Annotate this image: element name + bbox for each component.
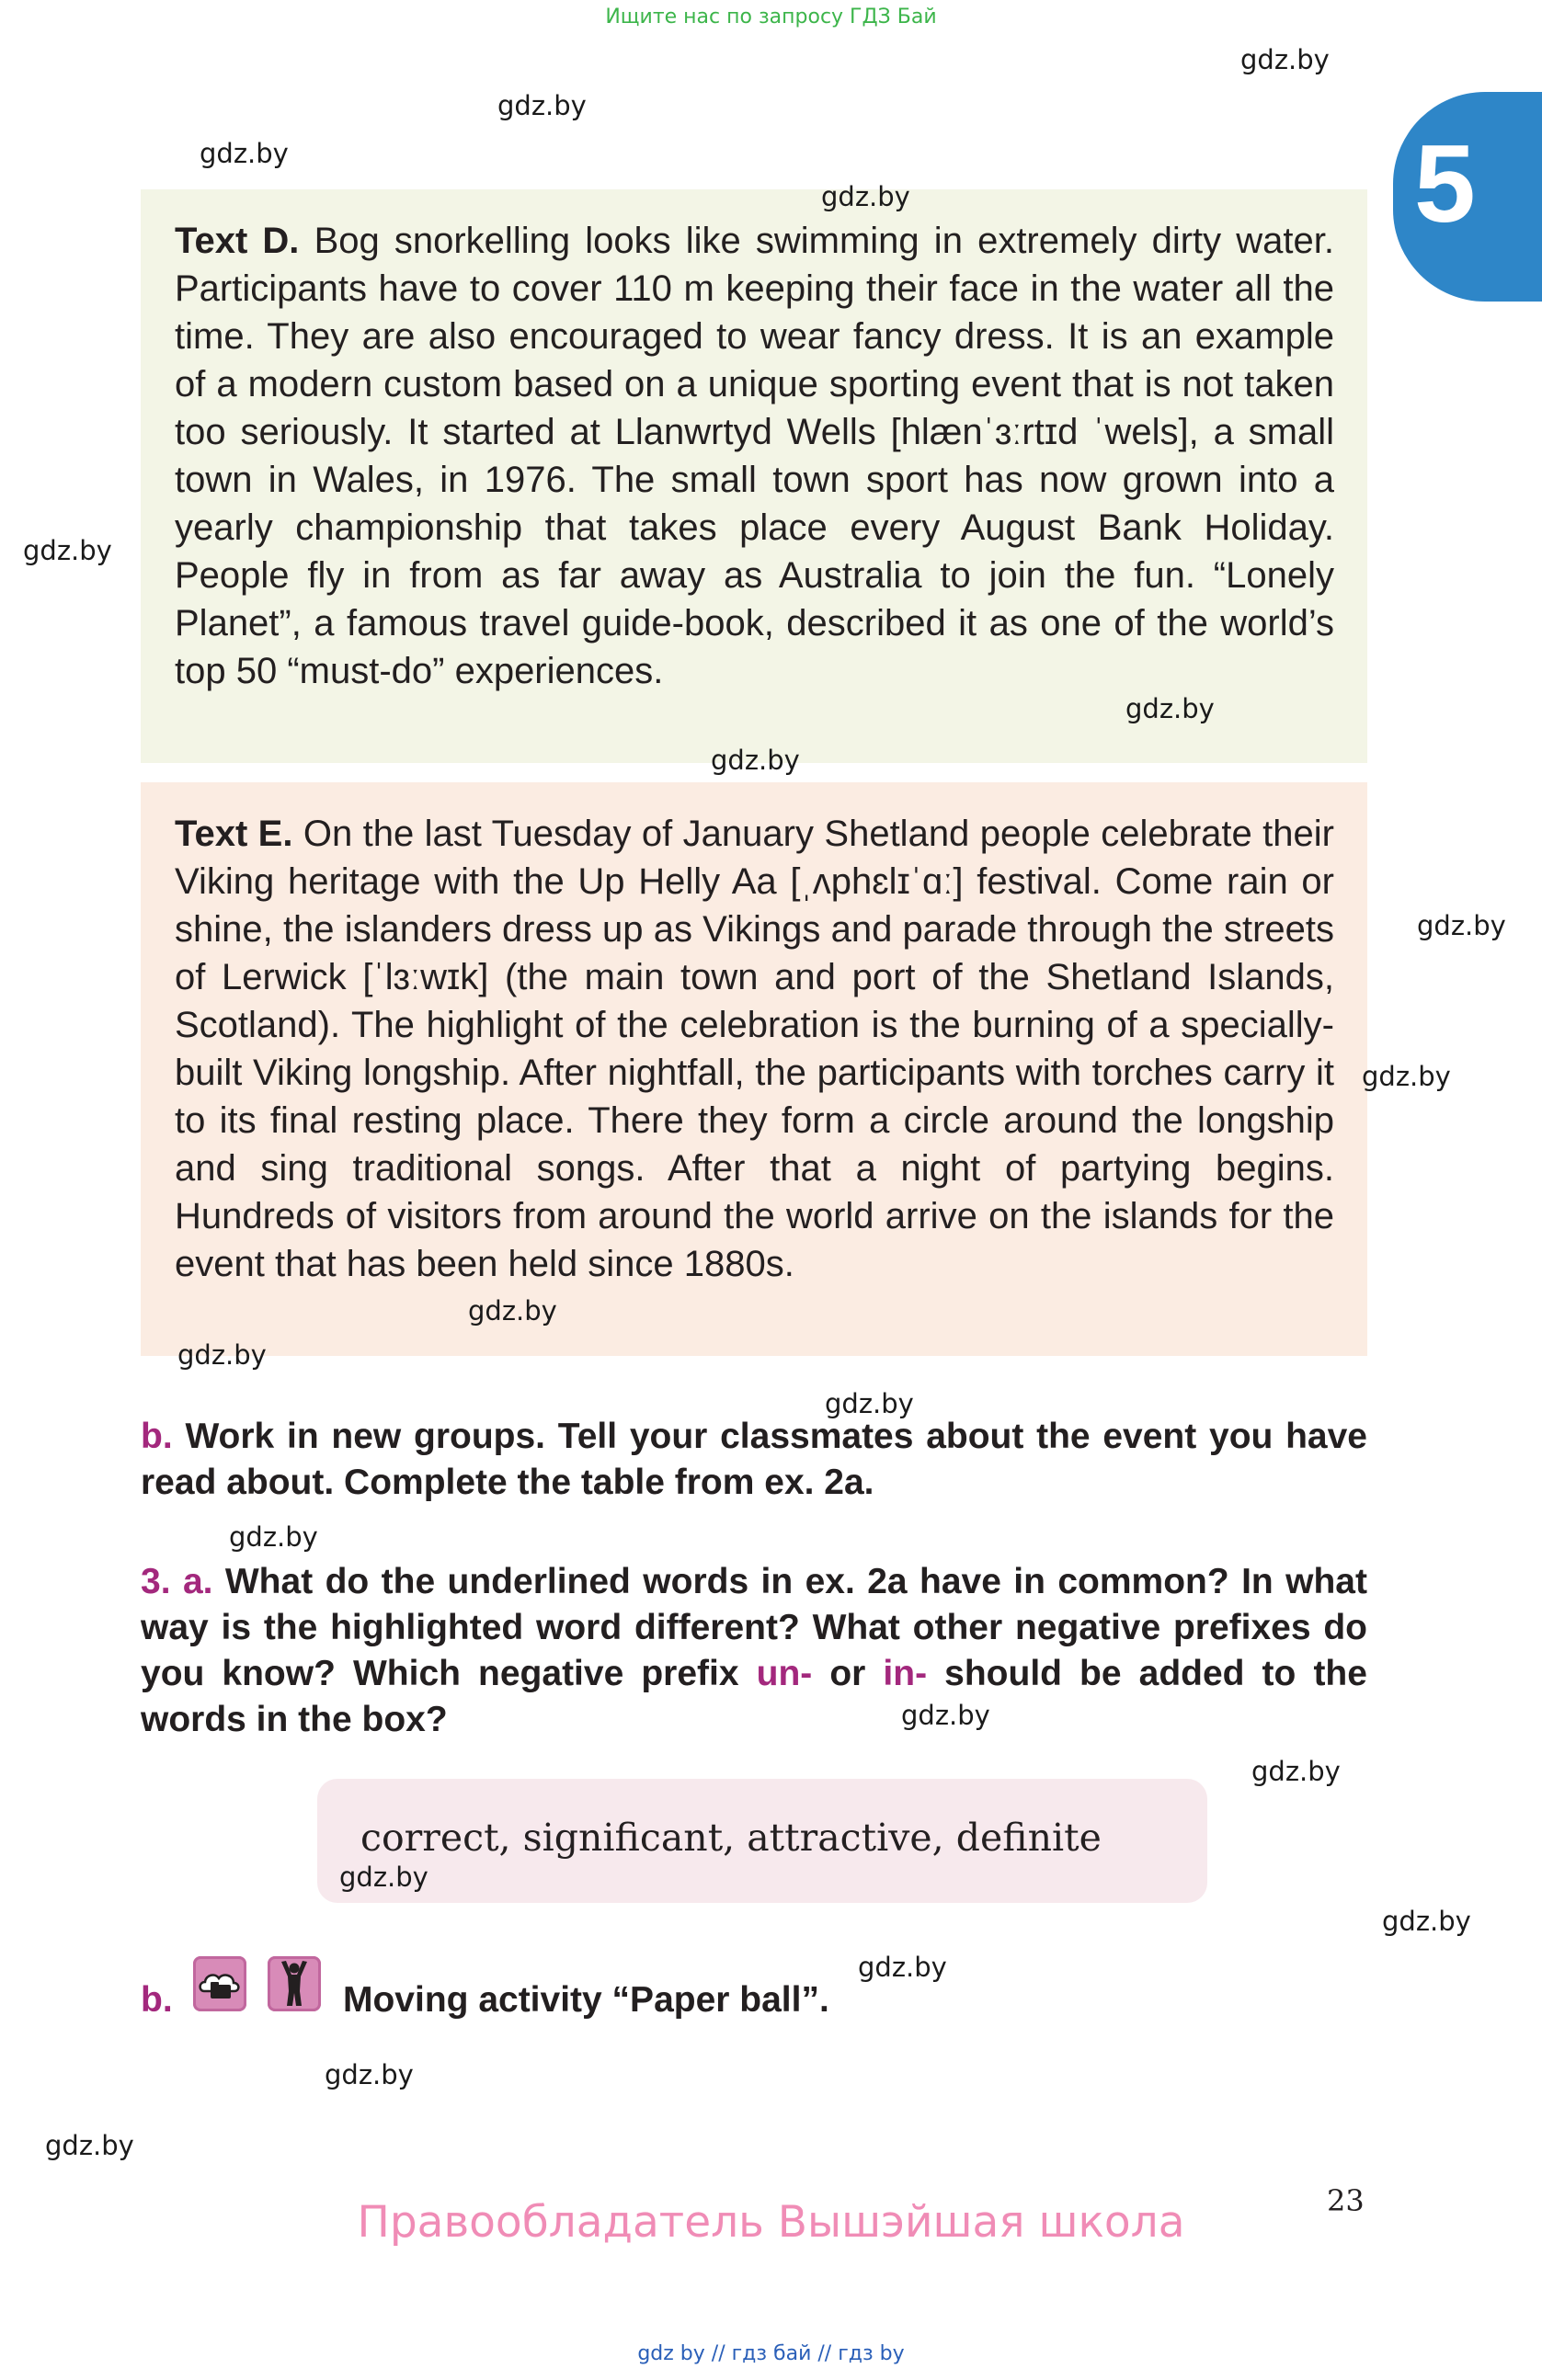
watermark: gdz.by <box>1417 910 1506 941</box>
moving-person-icon <box>268 1956 321 2011</box>
watermark: gdz.by <box>497 90 587 121</box>
prefix-un: un- <box>756 1654 813 1693</box>
watermark: gdz.by <box>825 1388 914 1419</box>
task-3b-text: Moving activity “Paper ball”. <box>343 1980 829 2020</box>
text-e-body: On the last Tuesday of January Shetland people celebrate their Viking heritage with the Up Helly Aa [ˌʌphɛlɪˈɑː] festival. Come rain or shine, the islanders dress up as Vikings and parade through the streets of Lerwick [ˈlɜːwɪk] (the main town and port of the Shetland Islands, Scotland). The highlight of the celebration is the burning of a specially-built Viking longship. After nightfall, the participants with torches carry it to its final resting place. There they form a circle around the longship and sing traditional songs. After that a night of partying begins. Hundreds of visitors from around the world arrive on the islands for the event that has been held since 1880s. <box>175 814 1334 1284</box>
watermark: gdz.by <box>45 2130 134 2161</box>
text-d-body: Bog snorkelling looks like swimming in extremely dirty water. Participants have to cover 110 m keeping their face in the water all the time. They are also encouraged to wear fancy dress. It is an example of a modern custom based on a unique sporting event that is not taken too seriously. It started at Llanwrtyd Wells [hlænˈɜːrtɪd ˈwels], a small town in Wales, in 1976. The small town sport has now grown into a yearly championship that takes place every August Bank Holiday. People fly in from as far away as Australia to join the fun. “Lonely Planet”, a famous travel guide-book, described it as one of the world’s top 50 “must-do” experiences. <box>175 221 1335 691</box>
task-3a-text-before: What do the underlined words in ex. 2a have in common? In what way is the highlighted word different? What other negative prefixes do you know? Which negative prefix <box>141 1562 1367 1693</box>
copyright-notice: Правообладатель Вышэйшая школа <box>357 2197 1185 2248</box>
watermark: gdz.by <box>177 1339 267 1371</box>
watermark: gdz.by <box>1382 1906 1471 1937</box>
watermark: gdz.by <box>1251 1756 1341 1787</box>
watermark: gdz.by <box>200 138 289 169</box>
unit-number: 5 <box>1414 122 1476 245</box>
task-3a <box>141 1559 1367 1743</box>
task-2b-text: Work in new groups. Tell your classmates about the event you have read about. Complete the table from ex. 2a. <box>141 1417 1367 1502</box>
task-3a-letter: a. <box>182 1562 213 1601</box>
watermark: gdz.by <box>468 1295 557 1327</box>
watermark: gdz.by <box>1125 693 1215 724</box>
bottom-links[interactable]: gdz by // гдз бай // гдз by <box>637 2342 905 2365</box>
watermark: gdz.by <box>229 1521 318 1553</box>
top-banner-link[interactable]: Ищите нас по запросу ГДЗ Бай <box>605 6 937 28</box>
task-2b-letter: b. <box>141 1417 173 1456</box>
text-e-label: Text E. <box>175 814 293 854</box>
watermark: gdz.by <box>821 181 910 212</box>
text-e-box <box>141 782 1367 1356</box>
word-box-text: correct, significant, attractive, definite <box>360 1816 1102 1860</box>
task-3b-letter <box>141 1977 173 2023</box>
watermark: gdz.by <box>339 1862 428 1893</box>
task-3a-text-after: should be added to the words in the box? <box>141 1654 1367 1739</box>
watermark: gdz.by <box>711 745 800 776</box>
watermark: gdz.by <box>858 1952 947 1983</box>
task-3a-or: or <box>829 1654 866 1693</box>
watermark: gdz.by <box>1362 1061 1451 1092</box>
watermark: gdz.by <box>1240 44 1330 75</box>
task-3-number: 3. <box>141 1562 171 1601</box>
text-d-label: Text D. <box>175 221 300 261</box>
prefix-in: in- <box>883 1654 928 1693</box>
cloud-folder-icon <box>193 1956 246 2011</box>
task-3b-letter-text: b. <box>141 1980 173 2020</box>
task-2b <box>141 1414 1367 1506</box>
page-number: 23 <box>1327 2183 1365 2218</box>
text-d-box <box>141 189 1367 763</box>
watermark: gdz.by <box>325 2059 414 2090</box>
watermark: gdz.by <box>901 1700 990 1731</box>
watermark: gdz.by <box>23 535 112 566</box>
